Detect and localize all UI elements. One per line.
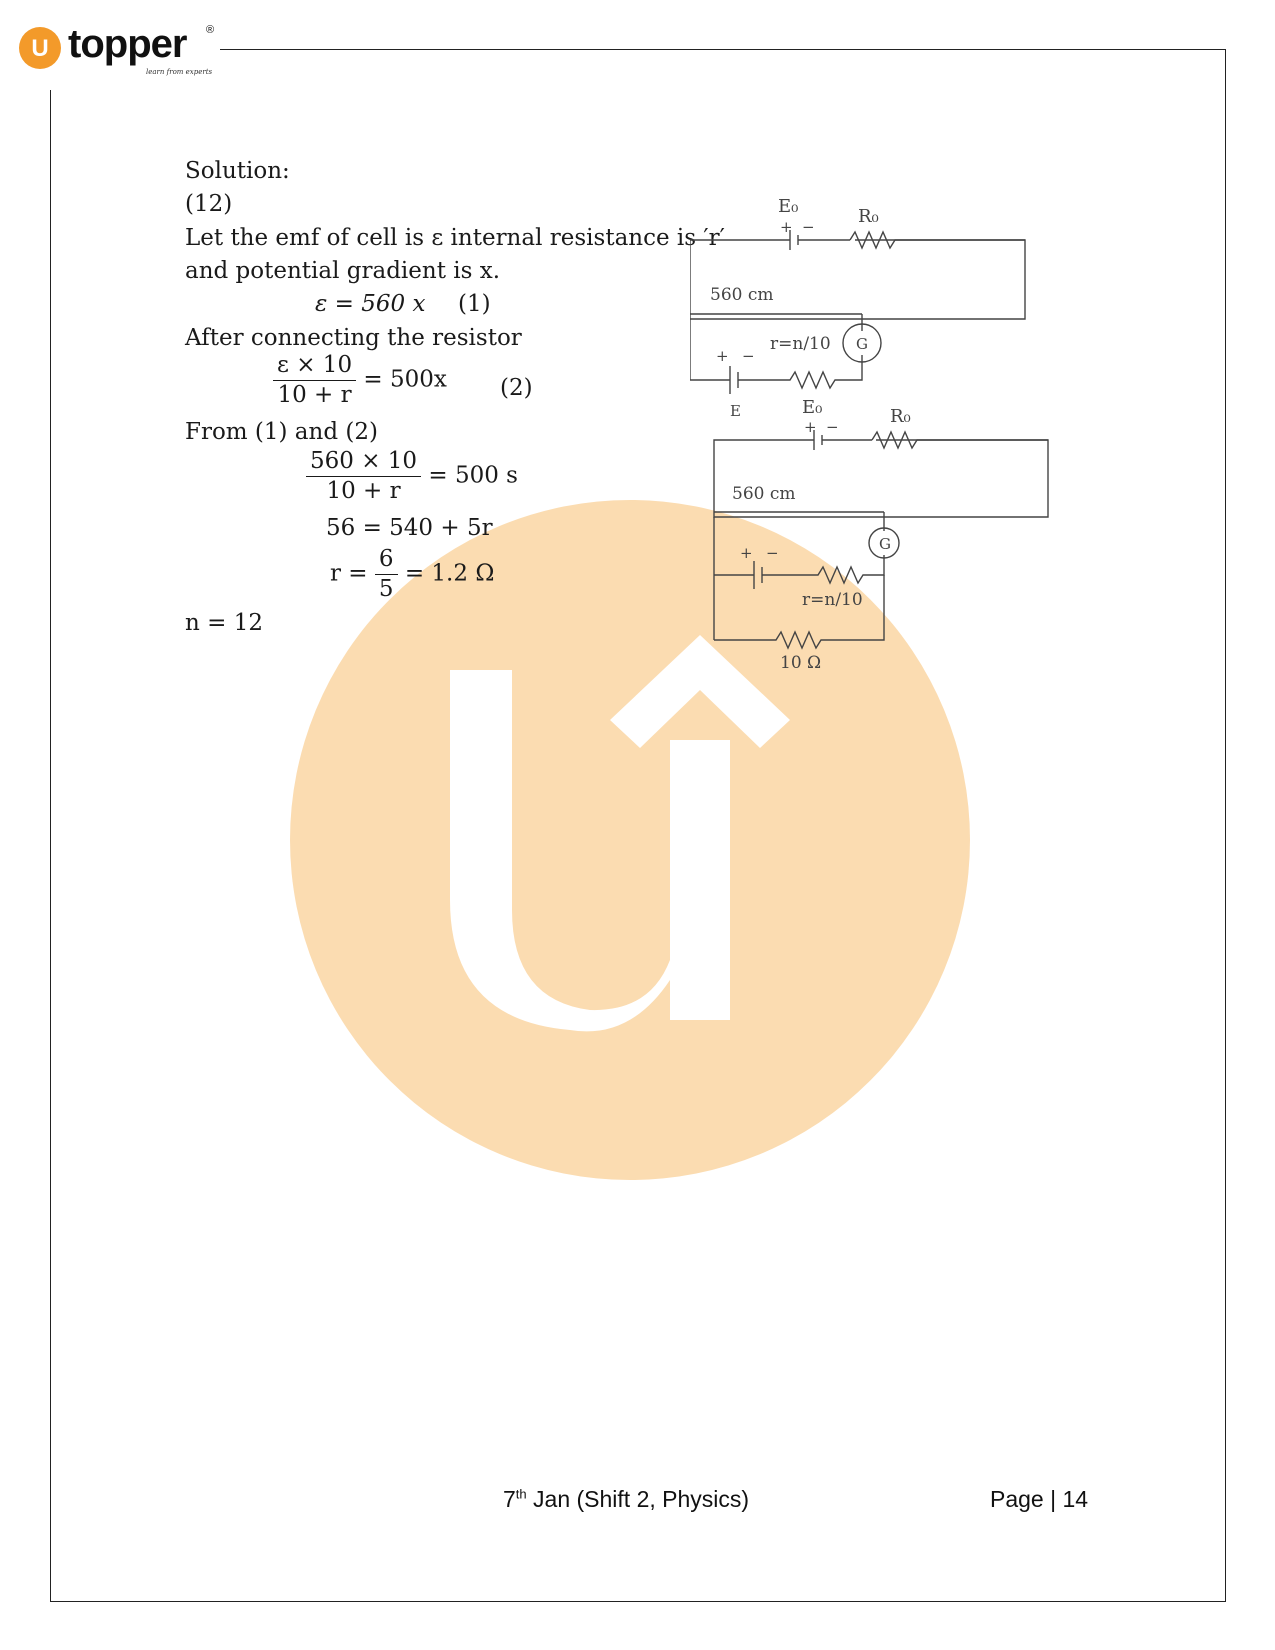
solution-line-4: From (1) and (2) — [185, 419, 378, 445]
c2-main-wire — [714, 440, 1048, 517]
logo-wordmark: topper — [68, 22, 187, 66]
frame-bottom-border — [50, 1601, 1226, 1602]
eq3-denominator: 10 + r — [326, 478, 401, 504]
c1-length-label: 560 cm — [710, 285, 774, 305]
c2-e0-plus: + — [804, 418, 817, 436]
equation-5 — [330, 548, 494, 601]
equation-2 — [273, 354, 447, 407]
c2-shunt-resistor — [714, 575, 884, 648]
eq5-rhs: = 1.2 Ω — [404, 560, 495, 587]
c1-e-plus: + — [716, 347, 729, 365]
frame-left-border — [50, 90, 51, 1602]
footer-date-suffix: th — [515, 1486, 527, 1502]
footer-date-day: 7 — [503, 1486, 516, 1512]
frame-top-border — [220, 49, 1226, 50]
c2-r0-label: R₀ — [890, 406, 911, 427]
solution-line-3: After connecting the resistor — [185, 325, 522, 351]
c2-shunt-label: 10 Ω — [780, 653, 822, 673]
c1-r0-label: R₀ — [858, 206, 879, 227]
c2-internal-label: r=n/10 — [802, 590, 863, 610]
logo-mark-icon — [18, 26, 62, 70]
eq5-denominator: 5 — [378, 576, 394, 602]
c2-e-minus: − — [766, 544, 779, 562]
footer-date-rest: Jan (Shift 2, Physics) — [526, 1486, 750, 1512]
equation-3 — [306, 450, 518, 503]
answer-value: (12) — [185, 191, 233, 217]
eq2-rhs: = 500x — [363, 366, 447, 393]
logo-tagline: learn from experts — [146, 68, 213, 76]
eq2-numerator: ε × 10 — [273, 354, 356, 381]
solution-line-2: and potential gradient is x. — [185, 258, 501, 284]
equation-1-tag: (1) — [458, 291, 491, 317]
topper-logo — [18, 22, 218, 84]
c2-galvanometer-label: G — [879, 535, 891, 553]
c2-e-plus: + — [740, 544, 753, 562]
solution-line-1: Let the emf of cell is ε internal resistance is ′r′ — [185, 225, 725, 251]
frame-right-border — [1225, 49, 1226, 1602]
c1-e0-plus: + — [780, 218, 793, 236]
potentiometer-circuit-diagrams — [690, 190, 1080, 710]
registered-mark: ® — [206, 24, 215, 36]
c1-e0-minus: − — [802, 218, 815, 236]
c1-internal-label: r=n/10 — [770, 334, 831, 354]
eq5-numerator: 6 — [375, 548, 398, 575]
c1-internal-resistor — [738, 355, 862, 388]
equation-4: 56 = 540 + 5r — [326, 515, 493, 541]
eq2-denominator: 10 + r — [277, 382, 352, 408]
c2-length-label: 560 cm — [732, 484, 796, 504]
equation-2-tag: (2) — [500, 375, 533, 401]
footer-exam-label — [503, 1486, 749, 1513]
c2-internal-resistor — [762, 555, 884, 583]
svg-text:U: U — [31, 35, 49, 62]
final-answer: n = 12 — [185, 610, 263, 636]
solution-heading: Solution: — [185, 158, 290, 184]
c1-main-wire — [690, 240, 1025, 319]
eq3-numerator: 560 × 10 — [306, 450, 421, 477]
c2-e0-minus: − — [826, 418, 839, 436]
c1-galvanometer-label: G — [856, 335, 868, 353]
eq3-rhs: = 500 s — [428, 462, 518, 489]
c2-e0-label: E₀ — [802, 397, 823, 418]
c1-e0-label: E₀ — [778, 196, 799, 217]
eq5-lhs: r = — [330, 560, 368, 587]
equation-1: ε = 560 x — [315, 291, 426, 317]
c1-e-minus: − — [742, 347, 755, 365]
footer-page-number: Page | 14 — [990, 1486, 1089, 1512]
c1-e-label: E — [730, 402, 741, 420]
